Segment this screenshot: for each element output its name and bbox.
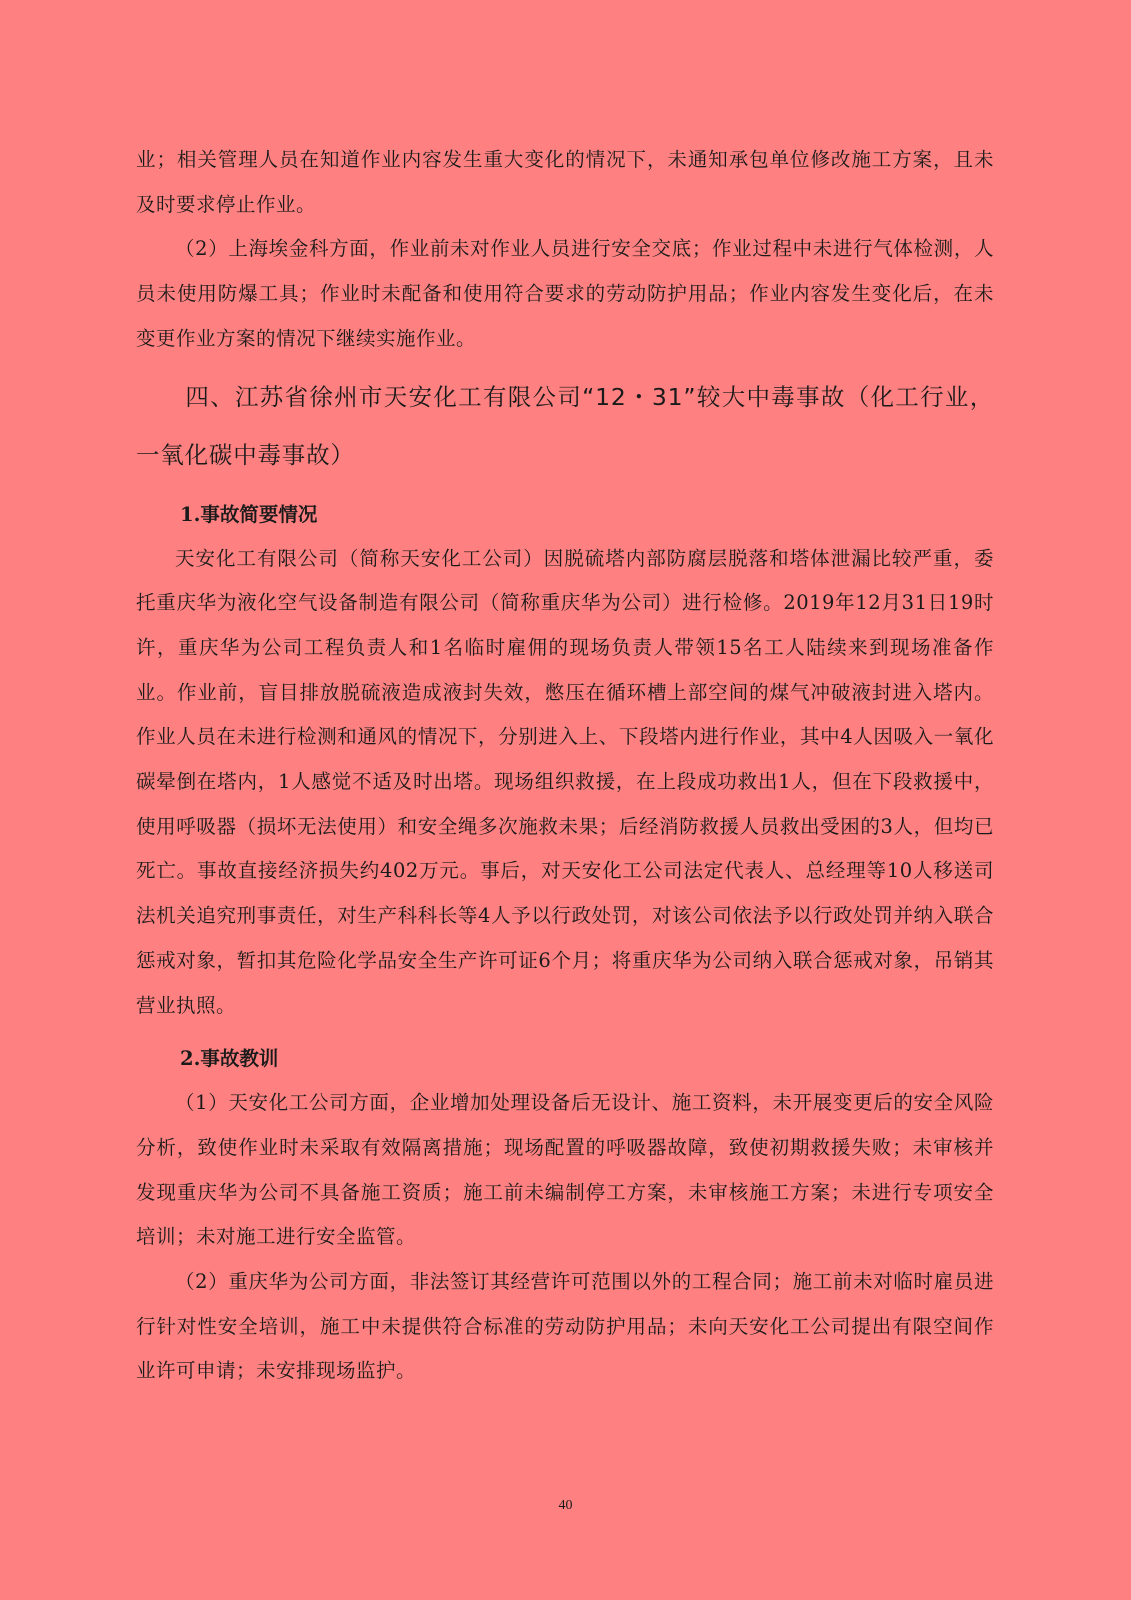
summary-paragraph: 天安化工有限公司（简称天安化工公司）因脱硫塔内部防腐层脱落和塔体泄漏比较严重，委托重庆华为液化空气设备制造有限公司（简称重庆华为公司）进行检修。2019年12月31日19时许，重庆华为公司工程负责人和1名临时雇佣的现场负责人带领15名工人陆续来到现场准备作业。作业前，盲目排放脱硫液造成液封失效，憋压在循环槽上部空间的煤气冲破液封进入塔内。作业人员在未进行检测和通风的情况下，分别进入上、下段塔内进行作业，其中4人因吸入一氧化碳晕倒在塔内，1人感觉不适及时出塔。现场组织救援，在上段成功救出1人，但在下段救援中，使用呼吸器（损坏无法使用）和安全绳多次施救未果；后经消防救援人员救出受困的3人，但均已死亡。事故直接经济损失约402万元。事后，对天安化工公司法定代表人、总经理等10人移送司法机关追究刑事责任，对生产科科长等4人予以行政处罚，对该公司依法予以行政处罚并纳入联合惩戒对象，暂扣其危险化学品安全生产许可证6个月；将重庆华为公司纳入联合惩戒对象，吊销其营业执照。 bbox=[136, 546, 994, 1017]
summary-heading: 1.事故简要情况 bbox=[180, 502, 318, 526]
section-heading: 四、江苏省徐州市天安化工有限公司“12・31”较大中毒事故（化工行业，一氧化碳中毒事故） bbox=[136, 382, 994, 469]
page-content bbox=[136, 138, 994, 1394]
lesson-paragraph-2: （2）重庆华为公司方面，非法签订其经营许可范围以外的工程合同；施工前未对临时雇员进行针对性安全培训，施工中未提供符合标准的劳动防护用品；未向天安化工公司提出有限空间作业许可申请；未安排现场监护。 bbox=[136, 1270, 994, 1383]
continued-paragraph: 业；相关管理人员在知道作业内容发生重大变化的情况下，未通知承包单位修改施工方案，且未及时要求停止作业。 bbox=[136, 148, 994, 216]
lesson-paragraph-1: （1）天安化工公司方面，企业增加处理设备后无设计、施工资料，未开展变更后的安全风险分析，致使作业时未采取有效隔离措施；现场配置的呼吸器故障，致使初期救援失败；未审核并发现重庆华为公司不具备施工资质；施工前未编制停工方案，未审核施工方案；未进行专项安全培训；未对施工进行安全监管。 bbox=[136, 1091, 994, 1249]
page-number: 40 bbox=[558, 1498, 573, 1513]
paragraph-shanghai-aijinke: （2）上海埃金科方面，作业前未对作业人员进行安全交底；作业过程中未进行气体检测，人员未使用防爆工具；作业时未配备和使用符合要求的劳动防护用品；作业内容发生变化后，在未变更作业方案的情况下继续实施作业。 bbox=[136, 237, 994, 350]
lessons-heading: 2.事故教训 bbox=[180, 1047, 279, 1071]
